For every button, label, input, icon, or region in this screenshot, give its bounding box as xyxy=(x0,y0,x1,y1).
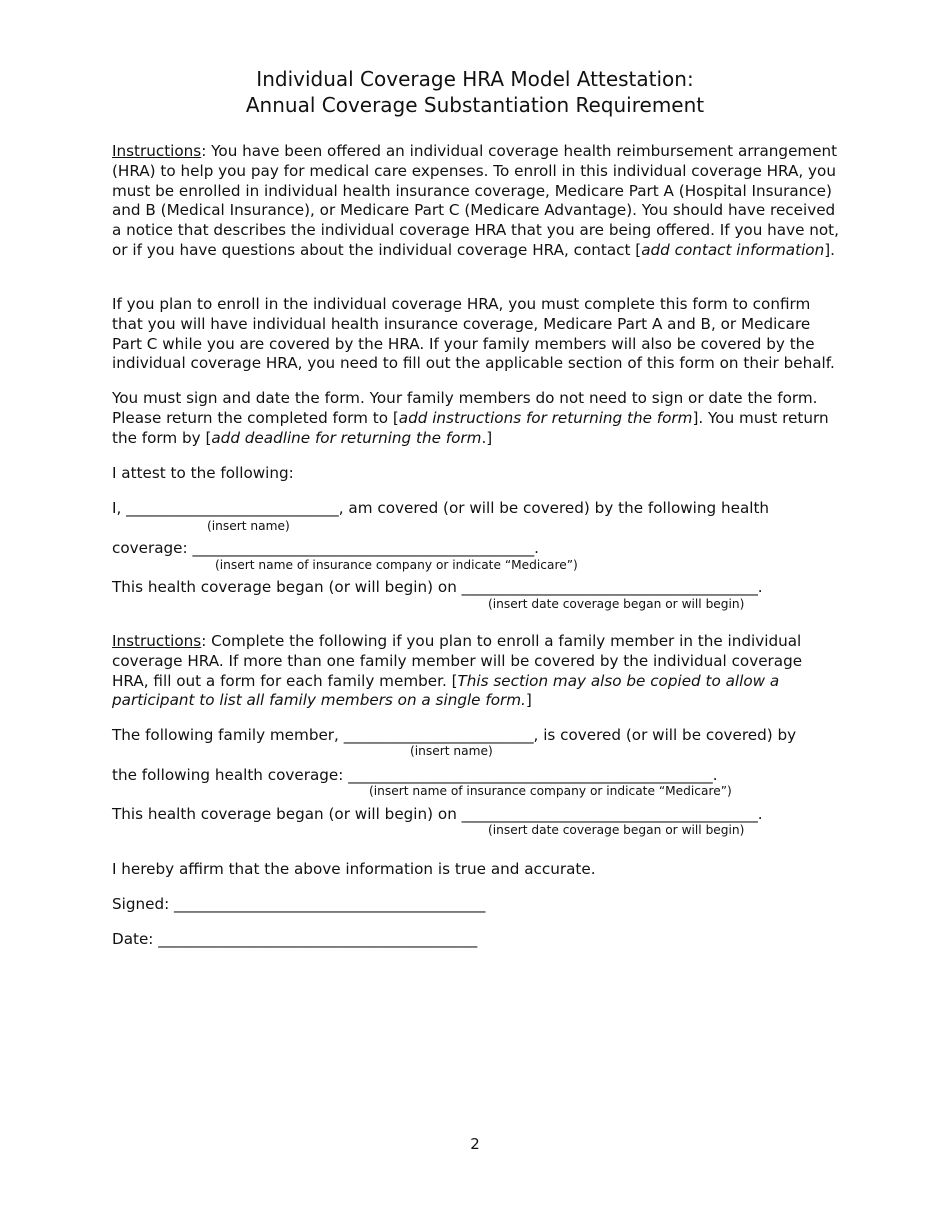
signing-text: You must sign and date the form. Your family members do not need to sign or date the form. Please return the completed form to [ xyxy=(112,389,818,427)
return-instructions-placeholder: add instructions for returning the form xyxy=(398,408,693,427)
enrollment-paragraph: If you plan to enroll in the individual coverage HRA, you must complete this form to confirm that you will have individual health insurance coverage, Medicare Part A and B, or Medicare Part C while you are covered by the HRA. If your family members will also be covered by the individual coverage HRA, you need to fill out the applicable section of this form on their behalf. xyxy=(112,295,835,373)
family-coverage-caption: (insert name of insurance company or indicate “Medicare”) xyxy=(369,784,732,798)
page-number: 2 xyxy=(470,1135,480,1153)
instructions-label: Instructions xyxy=(112,142,202,160)
document-title-line-2: Annual Coverage Substantiation Requirement xyxy=(245,93,705,117)
self-date-caption: (insert date coverage began or will begin) xyxy=(488,597,745,611)
family-name-caption: (insert name) xyxy=(410,744,493,758)
intro-text-end: ]. xyxy=(824,240,835,259)
family-date-line[interactable]: This health coverage began (or will begin) on _______________________________________. xyxy=(112,805,763,823)
family-coverage-line[interactable]: the following health coverage: ________________________________________________. xyxy=(112,766,718,784)
date-line[interactable]: Date: __________________________________________ xyxy=(112,930,478,948)
family-instructions-end: ] xyxy=(525,691,532,710)
family-name-line[interactable]: The following family member, _________________________, is covered (or will be covered) by xyxy=(112,726,797,744)
family-instructions-paragraph xyxy=(112,632,842,711)
attest-intro: I attest to the following: xyxy=(112,464,294,482)
family-date-caption: (insert date coverage began or will begin) xyxy=(488,823,745,837)
self-date-line[interactable]: This health coverage began (or will begin) on _______________________________________. xyxy=(112,578,763,596)
document-title-line-1: Individual Coverage HRA Model Attestation: xyxy=(256,67,694,91)
deadline-placeholder: add deadline for returning the form xyxy=(211,428,482,447)
family-instructions-italic: This section may also be copied to allow a participant to list all family members on a single form. xyxy=(112,671,780,710)
intro-text: : You have been offered an individual coverage health reimbursement arrangement (HRA) to help you pay for medical care expenses. To enroll in this individual coverage HRA, you must be enrolled in individual health insurance coverage, Medicare Part A (Hospital Insurance) and B (Medical Insurance), or Medicare Part C (Medicare Advantage). You should have received a notice that describes the individual coverage HRA that you are being offered. If you have not, or if you have questions about the individual coverage HRA, contact [ xyxy=(112,142,839,259)
intro-instructions-paragraph xyxy=(112,142,842,261)
signing-text-end: .] xyxy=(481,428,493,447)
self-coverage-line[interactable]: coverage: _____________________________________________. xyxy=(112,539,540,557)
self-name-line[interactable]: I, ____________________________, am covered (or will be covered) by the following health xyxy=(112,499,770,517)
intro-contact-placeholder: add contact information xyxy=(641,240,825,259)
signing-paragraph xyxy=(112,389,842,448)
family-instructions-text: : Complete the following if you plan to enroll a family member in the individual coverage HRA. If more than one family member will be covered by the individual coverage HRA, fill out a form for each family member. [ xyxy=(112,632,803,690)
signing-text-mid: ]. You must return the form by [ xyxy=(112,408,829,447)
self-name-caption: (insert name) xyxy=(207,519,290,533)
self-coverage-caption: (insert name of insurance company or indicate “Medicare”) xyxy=(215,558,578,572)
affirmation-statement: I hereby affirm that the above information is true and accurate. xyxy=(112,860,596,878)
family-instructions-label: Instructions xyxy=(112,632,202,650)
signature-line[interactable]: Signed: _________________________________________ xyxy=(112,895,486,913)
